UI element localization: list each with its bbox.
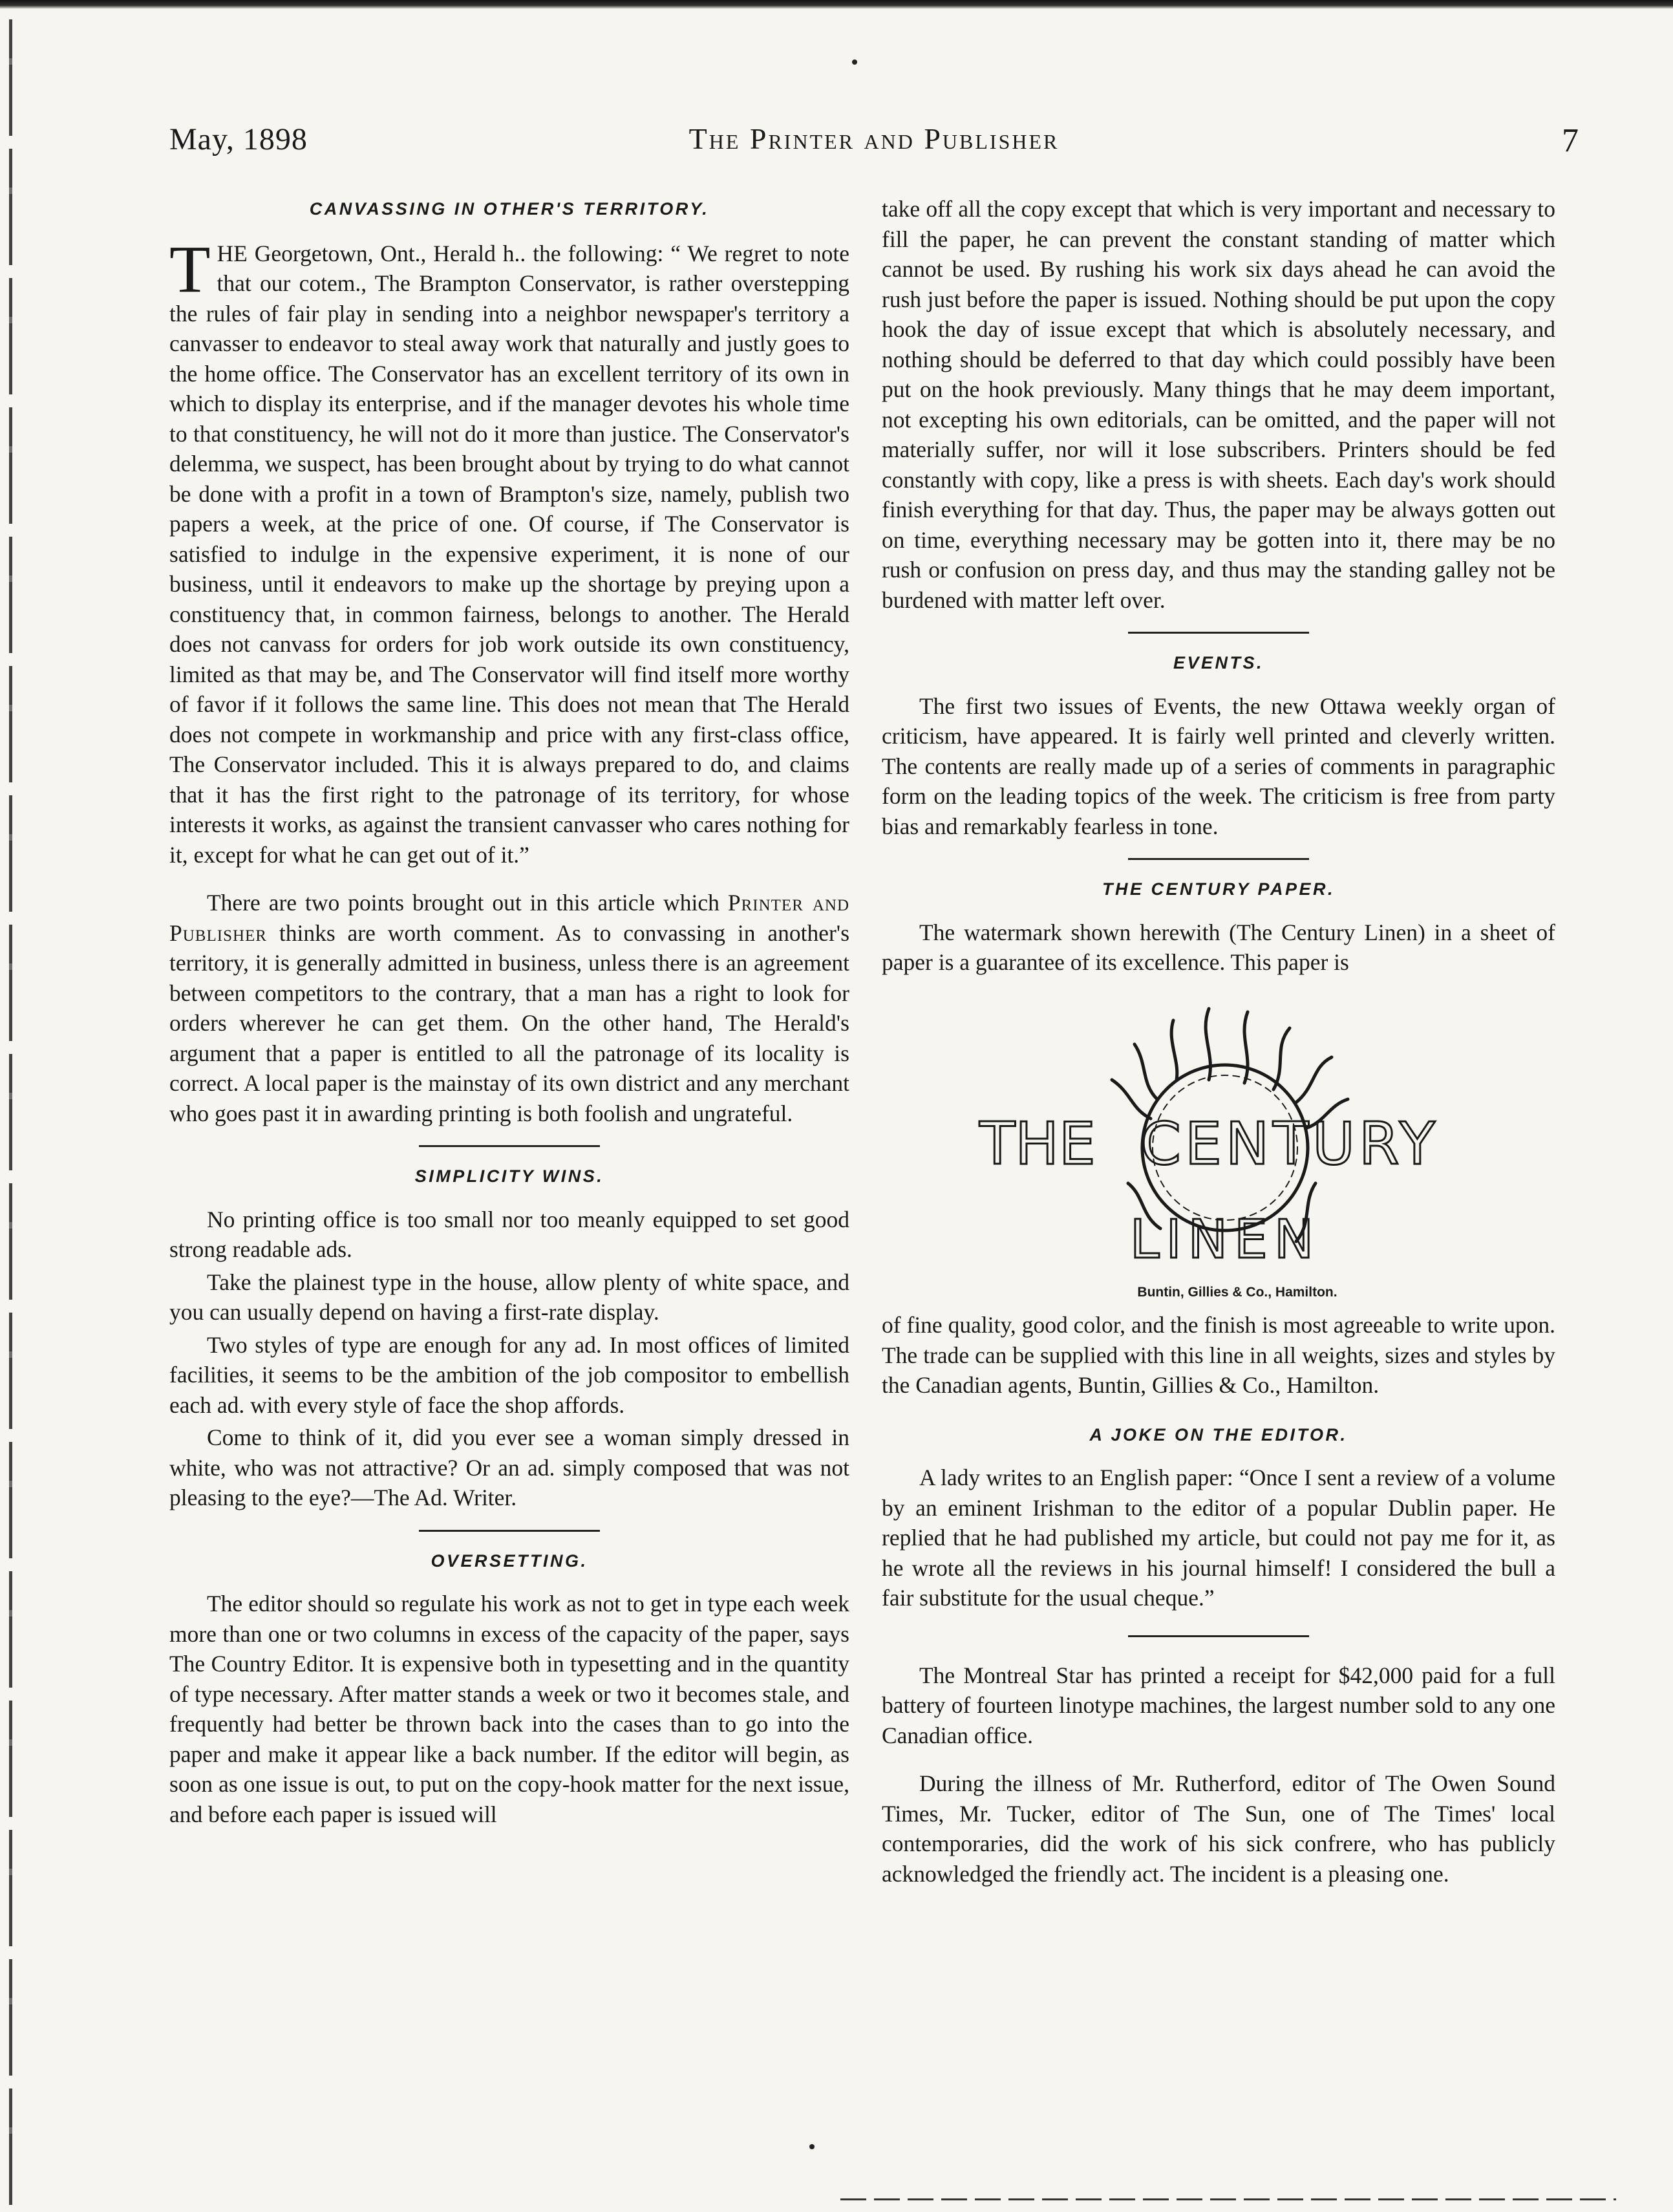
canvassing-paragraph-1-text: HE Georgetown, Ont., Herald h.. the following: “ We regret to note that our cotem., The Brampton Conservator, is rather overstepping the rules of fair play in sending into a neighbor newspaper's territory a canvasser to endeavor to steal away work that naturally and justly goes to the home office. The Conservator has an excellent territory of its own in which to display its enterprise, and if the manager devotes his whole time to that constituency, he will not do it more than justice. The Conservator's delemma, we suspect, has been brought about by trying to do what cannot be done with a profit in a town of Brampton's size, namely, publish two papers a week, at the price of one. Of course, if The Conservator is satisfied to indulge in the expensive experiment, it is none of our business, until it endeavors to make up the shortage by preying upon a constituency that, in common fairness, belongs to another. The Herald does not canvass for orders for job work outside its own constituency, limited as that may be, and The Conservator will find itself more worthy of favor if it follows the same line. This does not mean that The Herald does not compete in workmanship and price with any first-class office, The Conservator included. This it is always prepared to do, and claims that it has the first right to the patronage of its territory, for whose interests it works, as against the transient canvasser who cares nothing for it, except for what he can get out of it.” — [169, 240, 849, 868]
heading-century-paper: THE CENTURY PAPER. — [1102, 879, 1336, 899]
publication-name-inline: Printer and Publisher — [169, 890, 849, 946]
drop-cap: T — [169, 231, 211, 306]
publication-title: The Printer and Publisher — [688, 122, 1060, 155]
joke-paragraph: A lady writes to an English paper: “Once I sent a review of a volume by an eminent Irishman to the editor of a popular Dublin paper. He replied that he had published my article, but could not pay me for it, as he wrote all the reviews in his journal himself! I considered the bull a fair substitute for the usual cheque.” — [882, 1465, 1555, 1611]
canvassing-paragraph-1 — [169, 231, 849, 870]
watermark-word-linen: LINEN — [1129, 1208, 1321, 1271]
scan-top-edge — [0, 0, 1673, 9]
scan-left-edge — [9, 19, 12, 2205]
issue-date: May, 1898 — [169, 122, 308, 156]
sun-emblem-icon — [954, 989, 1484, 1274]
canvassing-paragraph-2 — [169, 888, 849, 1128]
watermark-caption: Buntin, Gillies & Co., Hamilton. — [1137, 1284, 1337, 1300]
century-paragraph-before: The watermark shown herewith (The Century Linen) in a sheet of paper is a guarantee of its excellence. This paper is — [882, 919, 1555, 975]
simplicity-paragraph: No printing office is too small nor too meanly equipped to set good strong readable ads. — [169, 1206, 849, 1262]
heading-simplicity: SIMPLICITY WINS. — [414, 1166, 604, 1186]
heading-joke: A JOKE ON THE EDITOR. — [1089, 1424, 1348, 1444]
watermark-word-the: THE — [979, 1110, 1096, 1178]
heading-oversetting: OVERSETTING. — [431, 1551, 588, 1571]
section-rule — [419, 1530, 600, 1532]
simplicity-paragraph: Two styles of type are enough for any ad. In most offices of limited facilities, it seems to be the ambition of the job compositor to embellish each ad. with every style of face the shop affords. — [169, 1331, 849, 1418]
heading-canvassing: CANVASSING IN OTHER'S TERRITORY. — [309, 199, 710, 219]
watermark-word-century: CENTURY — [1140, 1110, 1439, 1178]
events-paragraph: The first two issues of Events, the new Ottawa weekly organ of criticism, have appeared. It is fairly well printed and cleverly written. The contents are really made up of a series of comments in paragraphic form on the leading topics of the week. The criticism is free from party bias and remarkably fearless in tone. — [882, 693, 1555, 839]
century-paragraph-after: of fine quality, good color, and the finish is most agreeable to write upon. The trade can be supplied with this line in all weights, sizes and styles by the Canadian agents, Buntin, Gillies & Co., Hamilton. — [882, 1312, 1555, 1398]
page-number: 7 — [1562, 122, 1579, 159]
section-rule — [1128, 858, 1309, 860]
simplicity-paragraph: Come to think of it, did you ever see a woman simply dressed in white, who was not attractive? Or an ad. simply composed that was not pleasing to the eye?—The Ad. Writer. — [169, 1424, 849, 1510]
oversetting-continued: take off all the copy except that which is very important and necessary to fill the paper, he can prevent the constant standing of matter which cannot be used. By rushing his work six days ahead he can avoid the rush just before the paper is issued. Nothing should be put upon the copy hook the day of issue except that which is absolutely necessary, and nothing should be deferred to that day which could possibly have been put on the hook previously. Many things that he may deem important, not excepting his own editorials, can be omitted, and the paper will not materially suffer, nor will it lose subscribers. Printers should be fed constantly with copy, like a press is with sheets. Each day's work should finish everything for that day. Thus, the paper may be always gotten out on time, everything necessary may be gotten into it, there may be no rush or confusion on press day, and thus may the standing galley not be burdened with matter left over. — [882, 196, 1555, 613]
section-rule — [419, 1145, 600, 1147]
section-rule — [1128, 1635, 1309, 1637]
canvassing-p2-end: thinks are worth comment. As to convassing in another's territory, it is generally admitted in business, unless there is an agreement between competitors to the contrary, that a man has a right to look for orders wherever he can get them. On the other hand, The Herald's argument that a paper is entitled to all the patronage of its locality is correct. A local paper is the mainstay of its own district and any merchant who goes past it in awarding printing is both foolish and ungrateful. — [169, 919, 850, 1126]
scan-bottom-rule — [840, 2198, 1616, 2200]
section-rule — [1128, 632, 1309, 634]
simplicity-paragraph: Take the plainest type in the house, allow plenty of white space, and you can usually depend on having a first-rate display. — [169, 1269, 849, 1325]
scan-speck — [852, 59, 857, 65]
heading-events: EVENTS. — [1173, 653, 1264, 672]
news-note: The Montreal Star has printed a receipt for $42,000 paid for a full battery of fourteen linotype machines, the largest number sold to any one Canadian office. — [882, 1662, 1555, 1748]
left-column — [169, 194, 849, 1829]
running-head — [169, 122, 1579, 167]
news-note: During the illness of Mr. Rutherford, editor of The Owen Sound Times, Mr. Tucker, editor of The Sun, one of The Times' local contemporaries, did the work of his sick confrere, who has publicly acknowledged the friendly act. The incident is a pleasing one. — [882, 1770, 1555, 1887]
oversetting-paragraph: The editor should so regulate his work as not to get in type each week more than one or two columns in excess of the capacity of the paper, says The Country Editor. It is expensive both in typesetting and in the quantity of type necessary. After matter stands a week or two it becomes stale, and frequently had better be thrown back into the cases than to go into the paper and make it appear like a back number. If the editor will begin, as soon as one issue is out, to put on the copy-hook matter for the next issue, and before each paper is issued will — [169, 1591, 849, 1827]
right-column — [882, 194, 1555, 1889]
scan-speck — [809, 2144, 815, 2149]
century-linen-watermark — [882, 989, 1555, 1274]
canvassing-p2-start: There are two points brought out in this article which — [207, 890, 719, 916]
